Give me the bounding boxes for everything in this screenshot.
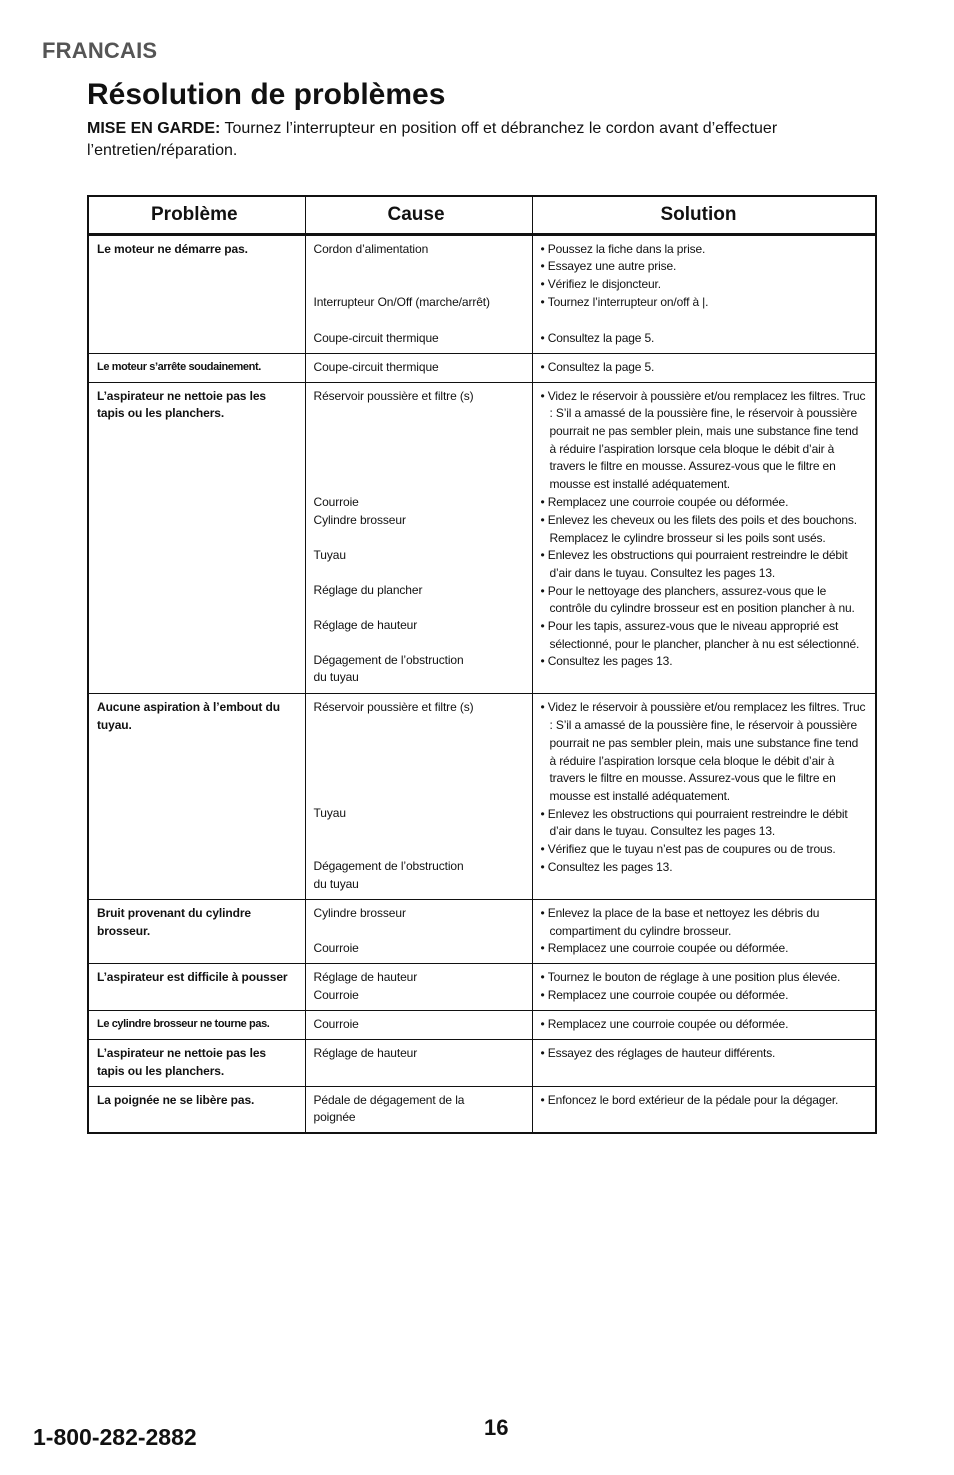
solution-group	[541, 388, 868, 494]
solution-item: • Remplacez une courroie coupée ou déformée.	[541, 987, 868, 1005]
table-row	[88, 1086, 876, 1133]
page-title: Résolution de problèmes	[87, 78, 446, 111]
cause-group	[314, 969, 524, 987]
solution-group	[541, 294, 868, 312]
solution-item: • Essayez une autre prise.	[541, 258, 868, 276]
table-body	[88, 234, 876, 1133]
solution-item: • Essayez des réglages de hauteur différents.	[541, 1045, 868, 1063]
solution-group	[541, 330, 868, 348]
solution-cell	[532, 1011, 876, 1040]
solution-group	[541, 940, 868, 958]
cause-item: Dégagement de l’obstruction du tuyau	[313, 859, 464, 892]
cause-group	[314, 617, 524, 652]
cause-item: Cordon d’alimentation	[313, 241, 429, 256]
table-row	[88, 353, 876, 382]
solution-group	[541, 241, 868, 294]
cause-cell	[305, 1040, 532, 1086]
solution-group	[541, 494, 868, 512]
solution-cell	[532, 899, 876, 963]
cause-item: Réglage de hauteur	[313, 970, 418, 985]
cause-item: Coupe-circuit thermique	[313, 359, 439, 374]
column-header-solution: Solution	[532, 196, 876, 234]
cause-item: Courroie	[313, 988, 359, 1003]
cause-group	[314, 294, 524, 312]
cause-group	[314, 652, 524, 687]
problem-cell: Le cylindre brosseur ne tourne pas.	[88, 1011, 305, 1040]
table-row	[88, 899, 876, 963]
cause-cell	[305, 382, 532, 694]
cause-item: Cylindre brosseur	[313, 512, 406, 527]
solution-cell	[532, 1086, 876, 1133]
problem-cell: Le moteur s’arrête soudainement.	[88, 353, 305, 382]
table-row	[88, 234, 876, 353]
cause-group	[314, 858, 524, 893]
solution-cell	[532, 1040, 876, 1086]
page-number: 16	[484, 1415, 509, 1440]
solution-group	[541, 359, 868, 377]
cause-group	[314, 1092, 524, 1127]
warning-text	[87, 118, 877, 162]
cause-item: Réservoir poussière et filtre (s)	[313, 700, 474, 715]
solution-cell	[532, 234, 876, 353]
cause-item: Courroie	[313, 494, 359, 509]
cause-group	[314, 547, 524, 582]
cause-item: Réservoir poussière et filtre (s)	[313, 388, 474, 403]
solution-group	[541, 987, 868, 1005]
cause-item: Coupe-circuit thermique	[313, 330, 439, 345]
solution-cell	[532, 964, 876, 1011]
solution-group	[541, 1092, 868, 1127]
solution-group	[541, 806, 868, 859]
warning-label: MISE EN GARDE:	[87, 120, 221, 137]
cause-group	[314, 940, 524, 958]
solution-item: • Pour le nettoyage des planchers, assurez-vous que le contrôle du cylindre brosseur est en position plancher à nu.	[541, 583, 868, 618]
solution-item: • Vérifiez que le tuyau n’est pas de coupures ou de trous.	[541, 841, 868, 859]
cause-group	[314, 987, 524, 1005]
cause-item: Tuyau	[313, 806, 346, 821]
cause-group	[314, 905, 524, 940]
solution-group	[541, 859, 868, 894]
cause-cell	[305, 353, 532, 382]
solution-item: • Consultez la page 5.	[541, 359, 868, 377]
solution-item: • Videz le réservoir à poussière et/ou remplacez les filtres. Truc : S’il a amassé de la poussière fine, le réservoir à poussière pourrait ne pas sembler plein, mais une substance fine tend à réduire l’aspiration lorsque cela bloque le débit d’air à travers le filtre en mousse. Assurez-vous que le filtre en mousse est installé adéquatement.	[541, 699, 868, 805]
solution-item: • Poussez la fiche dans la prise.	[541, 241, 868, 259]
table-row	[88, 694, 876, 899]
cause-group	[314, 699, 524, 805]
problem-cell: L’aspirateur est difficile à pousser	[88, 964, 305, 1011]
cause-group	[314, 494, 524, 512]
table-row	[88, 382, 876, 694]
cause-cell	[305, 1011, 532, 1040]
support-phone: 1-800-282-2882	[33, 1424, 197, 1450]
problem-cell: Le moteur ne démarre pas.	[97, 241, 248, 256]
cause-group	[314, 582, 524, 617]
solution-item: • Tournez le bouton de réglage à une position plus élevée.	[541, 969, 868, 987]
column-header-problem: Problème	[88, 196, 305, 234]
solution-item: • Consultez les pages 13.	[541, 859, 868, 877]
solution-group	[541, 547, 868, 582]
problem-cell: La poignée ne se libère pas.	[88, 1086, 305, 1133]
solution-group	[541, 653, 868, 688]
cause-item: Interrupteur On/Off (marche/arrêt)	[313, 294, 490, 309]
cause-item: Pédale de dégagement de la poignée	[313, 1092, 465, 1125]
cause-group	[314, 359, 524, 377]
cause-item: Réglage du plancher	[313, 582, 423, 597]
cause-item: Réglage de hauteur	[313, 1046, 418, 1061]
solution-item: • Remplacez une courroie coupée ou déformée.	[541, 1016, 868, 1034]
solution-item: • Enlevez la place de la base et nettoyez les débris du compartiment du cylindre brosseur.	[541, 905, 868, 940]
language-label: FRANCAIS	[42, 38, 158, 63]
problem-cell: L’aspirateur ne nettoie pas les tapis ou les planchers.	[88, 382, 305, 694]
table-row	[88, 1040, 876, 1086]
problem-cell: Bruit provenant du cylindre brosseur.	[88, 899, 305, 963]
solution-item: • Consultez la page 5.	[541, 330, 868, 348]
cause-item: Courroie	[313, 940, 359, 955]
solution-item: • Videz le réservoir à poussière et/ou remplacez les filtres. Truc : S’il a amassé de la poussière fine, le réservoir à poussière pourrait ne pas sembler plein, mais une substance fine tend à réduire l’aspiration lorsque cela bloque le débit d’air à travers le filtre en mousse. Assurez-vous que le filtre en mousse est installé adéquatement.	[541, 388, 868, 494]
solution-item: • Enfoncez le bord extérieur de la pédale pour la dégager.	[541, 1092, 868, 1110]
cause-item: Cylindre brosseur	[313, 905, 406, 920]
solution-group	[541, 699, 868, 805]
cause-item: Tuyau	[313, 547, 346, 562]
solution-item: • Enlevez les obstructions qui pourraient restreindre le débit d’air dans le tuyau. Consultez les pages 13.	[541, 806, 868, 841]
solution-group	[541, 618, 868, 653]
problem-cell: L’aspirateur ne nettoie pas les tapis ou les planchers.	[88, 1040, 305, 1086]
cause-item: Courroie	[313, 1017, 359, 1032]
solution-item: • Enlevez les obstructions qui pourraient restreindre le débit d’air dans le tuyau. Consultez les pages 13.	[541, 547, 868, 582]
cause-group	[314, 330, 524, 348]
solution-group	[541, 969, 868, 987]
problem-cell: Aucune aspiration à l’embout du tuyau.	[88, 694, 305, 899]
cause-group	[314, 512, 524, 547]
cause-item: Dégagement de l’obstruction du tuyau	[313, 652, 464, 685]
solution-item: • Tournez l’interrupteur on/off à |.	[541, 294, 868, 312]
cause-group	[314, 241, 524, 294]
solution-group	[541, 1045, 868, 1063]
solution-group	[541, 512, 868, 547]
cause-cell	[305, 964, 532, 1011]
cause-item: Réglage de hauteur	[313, 617, 418, 632]
cause-cell	[305, 694, 532, 899]
solution-item: • Vérifiez le disjoncteur.	[541, 276, 868, 294]
table-header-row	[88, 196, 876, 234]
cause-group	[314, 388, 524, 494]
cause-cell	[305, 1086, 532, 1133]
solution-cell	[532, 382, 876, 694]
solution-group	[541, 583, 868, 618]
solution-cell	[532, 694, 876, 899]
solution-group	[541, 1016, 868, 1034]
cause-group	[314, 1045, 524, 1063]
cause-group	[314, 1016, 524, 1034]
solution-group	[541, 905, 868, 940]
troubleshooting-table	[87, 195, 877, 1134]
solution-cell	[532, 353, 876, 382]
solution-item: • Consultez les pages 13.	[541, 653, 868, 671]
solution-item: • Remplacez une courroie coupée ou déformée.	[541, 494, 868, 512]
solution-item: • Pour les tapis, assurez-vous que le niveau approprié est sélectionné, pour le plancher, plancher à nu est sélectionné.	[541, 618, 868, 653]
warning-body: Tournez l’interrupteur en position off et débranchez le cordon avant d’effectuer l’entretien/réparation.	[87, 120, 778, 159]
cause-group	[314, 805, 524, 858]
table-row	[88, 964, 876, 1011]
column-header-cause: Cause	[305, 196, 532, 234]
cause-cell	[305, 234, 532, 353]
table-row	[88, 1011, 876, 1040]
solution-item: • Enlevez les cheveux ou les filets des poils et des bouchons. Remplacez le cylindre brosseur si les poils sont usés.	[541, 512, 868, 547]
solution-item: • Remplacez une courroie coupée ou déformée.	[541, 940, 868, 958]
cause-cell	[305, 899, 532, 963]
